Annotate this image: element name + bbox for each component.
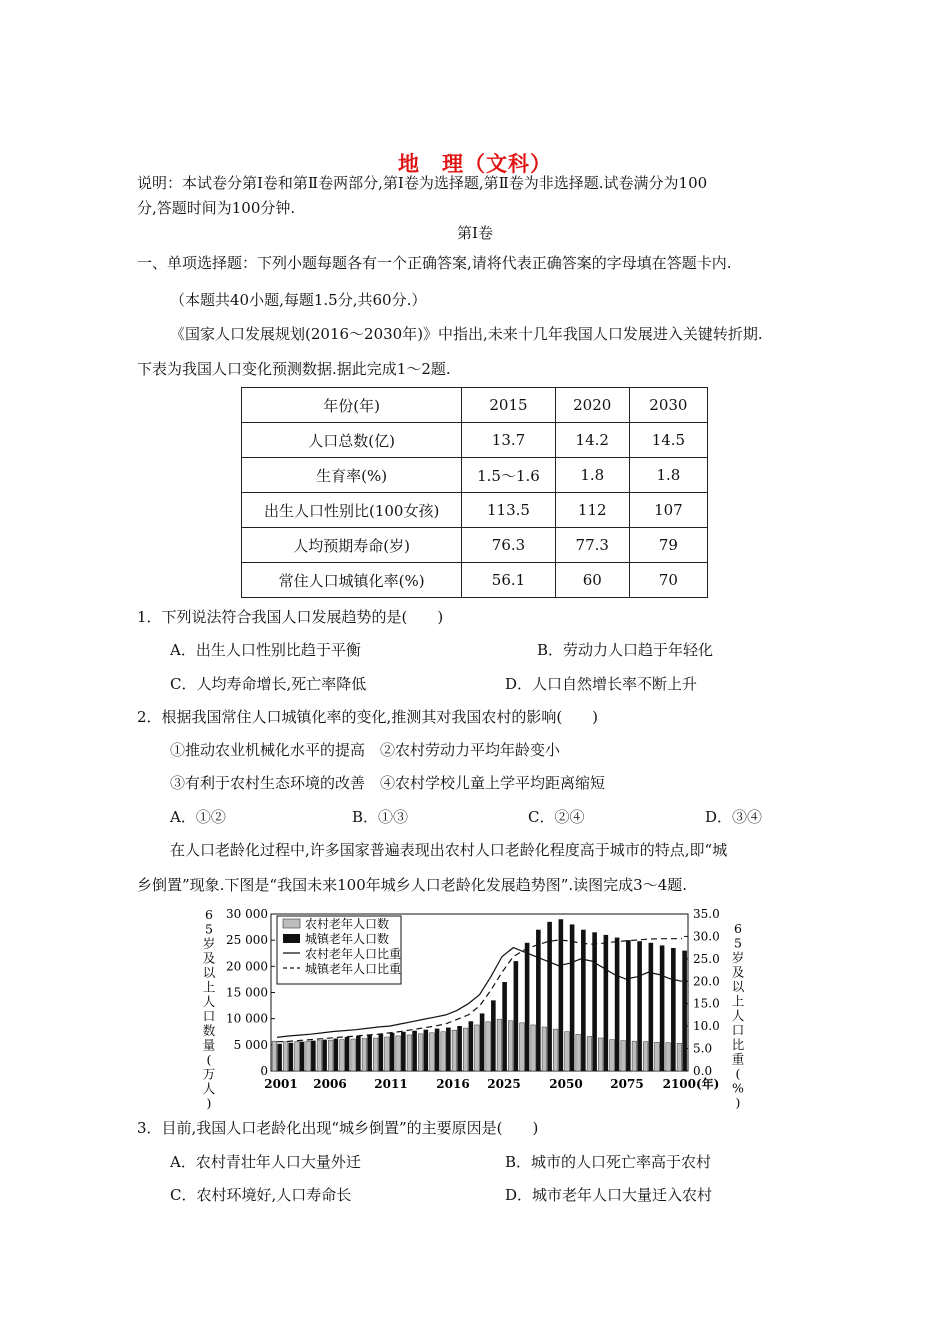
section-title: 第Ⅰ卷 xyxy=(457,224,493,242)
table-cell: 107 xyxy=(629,493,707,528)
table-cell: 常住人口城镇化率(%) xyxy=(242,563,462,598)
rural-elderly-bar xyxy=(283,1042,288,1071)
right-tick-label: 15.0 xyxy=(693,996,720,1011)
urban-elderly-bar xyxy=(457,1026,462,1071)
urban-elderly-bar xyxy=(367,1035,372,1071)
table-row xyxy=(242,563,708,598)
rural-elderly-bar xyxy=(520,1023,525,1071)
q2-stem: 2．根据我国常住人口城镇化率的变化,推测其对我国农村的影响( ) xyxy=(137,708,599,726)
rural-elderly-bar xyxy=(621,1041,626,1071)
table-row xyxy=(242,493,708,528)
right-tick-label: 35.0 xyxy=(693,907,720,921)
q3-option-b[interactable]: B．城市的人口死亡率高于农村 xyxy=(505,1153,712,1171)
x-tick-label: 2050 xyxy=(549,1077,583,1091)
rural-elderly-bar xyxy=(576,1034,581,1071)
urban-elderly-bar xyxy=(525,943,530,1071)
right-tick-label: 5.0 xyxy=(693,1041,713,1056)
rural-elderly-bar xyxy=(486,1022,491,1071)
left-axis-label: 6 5 岁及以上人口数量(万人) xyxy=(202,907,216,1111)
legend-label: 城镇老年人口比重 xyxy=(305,962,402,976)
rural-elderly-bar xyxy=(351,1039,356,1071)
rural-elderly-bar xyxy=(508,1021,513,1071)
q2-statements-2: ③有利于农村生态环境的改善 ④农村学校儿童上学平均距离缩短 xyxy=(170,774,606,792)
right-tick-label: 10.0 xyxy=(693,1019,720,1034)
table-header-cell: 2020 xyxy=(555,388,629,423)
urban-elderly-bar xyxy=(277,1044,282,1071)
urban-elderly-bar xyxy=(356,1036,361,1071)
urban-elderly-bar xyxy=(300,1042,305,1071)
right-axis-label: 6 5 岁及以上人口比重( % ) xyxy=(731,921,745,1110)
left-tick-label: 30 000 xyxy=(226,907,268,921)
passage2-line-1: 在人口老龄化过程中,许多国家普遍表现出农村人口老龄化程度高于城市的特点,即“城 xyxy=(170,841,728,859)
table-row xyxy=(242,458,708,493)
q1-stem: 1．下列说法符合我国人口发展趋势的是( ) xyxy=(137,608,444,626)
table-cell: 人均预期寿命(岁) xyxy=(242,528,462,563)
urban-elderly-bar xyxy=(514,961,519,1071)
x-tick-label: 2001 xyxy=(264,1077,298,1091)
table-cell: 1.5～1.6 xyxy=(462,458,555,493)
urban-elderly-bar xyxy=(379,1034,384,1071)
table-cell: 113.5 xyxy=(462,493,555,528)
rural-elderly-bar xyxy=(317,1041,322,1071)
rural-elderly-bar xyxy=(553,1029,558,1071)
left-tick-label: 0 xyxy=(260,1064,268,1078)
q3-option-d[interactable]: D．城市老年人口大量迁入农村 xyxy=(505,1186,713,1204)
urban-elderly-bar xyxy=(480,1013,485,1071)
intro-line-1: 说明：本试卷分第Ⅰ卷和第Ⅱ卷两部分,第Ⅰ卷为选择题,第Ⅱ卷为非选择题.试卷满分为100 xyxy=(137,174,708,192)
table-cell: 14.2 xyxy=(555,423,629,458)
urban-elderly-bar xyxy=(581,930,586,1071)
rural-elderly-bar xyxy=(340,1040,345,1071)
rural-elderly-bar xyxy=(475,1025,480,1071)
q1-option-b[interactable]: B．劳动力人口趋于年轻化 xyxy=(537,641,714,659)
rural-elderly-bar xyxy=(441,1032,446,1071)
urban-elderly-bar xyxy=(592,932,597,1071)
rural-elderly-bar xyxy=(542,1027,547,1071)
urban-elderly-bar xyxy=(547,922,552,1071)
urban-elderly-bar xyxy=(446,1028,451,1071)
legend-label: 城镇老年人口数 xyxy=(305,932,390,946)
rural-elderly-bar xyxy=(295,1042,300,1071)
table-header-cell: 2015 xyxy=(462,388,555,423)
table-header-row xyxy=(242,388,708,423)
table-cell: 70 xyxy=(629,563,707,598)
table-cell: 77.3 xyxy=(555,528,629,563)
part1-note: （本题共40小题,每题1.5分,共60分.） xyxy=(170,291,427,309)
rural-elderly-bar xyxy=(587,1036,592,1071)
rural-elderly-bar xyxy=(362,1039,367,1071)
x-tick-label: 2016 xyxy=(436,1077,470,1091)
x-tick-label: 2006 xyxy=(313,1077,347,1091)
urban-elderly-bar xyxy=(401,1032,406,1071)
left-tick-label: 20 000 xyxy=(226,959,268,974)
q3-option-c[interactable]: C．农村环境好,人口寿命长 xyxy=(170,1186,352,1204)
rural-elderly-bar xyxy=(306,1041,311,1071)
urban-elderly-bar xyxy=(322,1040,327,1071)
rural-elderly-bar xyxy=(328,1040,333,1071)
urban-elderly-bar xyxy=(671,948,676,1071)
rural-elderly-bar xyxy=(666,1043,671,1071)
q2-option-b[interactable]: B．①③ xyxy=(352,808,409,826)
rural-elderly-bar xyxy=(531,1025,536,1071)
rural-elderly-bar xyxy=(565,1032,570,1071)
urban-elderly-bar xyxy=(469,1021,474,1071)
urban-elderly-bar xyxy=(660,945,665,1071)
table-cell: 生育率(%) xyxy=(242,458,462,493)
urban-elderly-bar xyxy=(345,1037,350,1071)
rural-elderly-bar xyxy=(385,1037,390,1071)
rural-elderly-bar xyxy=(632,1041,637,1071)
passage1-line-2: 下表为我国人口变化预测数据.据此完成1～2题. xyxy=(137,360,451,378)
rural-elderly-bar xyxy=(677,1043,682,1071)
table-cell: 1.8 xyxy=(629,458,707,493)
table-cell: 出生人口性别比(100女孩) xyxy=(242,493,462,528)
urban-elderly-bar xyxy=(536,930,541,1071)
right-tick-label: 20.0 xyxy=(693,974,720,989)
left-tick-label: 15 000 xyxy=(226,985,268,1000)
q1-option-d[interactable]: D．人口自然增长率不断上升 xyxy=(505,675,698,693)
legend-swatch-urban xyxy=(283,934,300,943)
left-tick-label: 10 000 xyxy=(226,1011,268,1026)
rural-elderly-bar xyxy=(407,1035,412,1071)
legend-label: 农村老年人口数 xyxy=(305,917,390,931)
table-cell: 112 xyxy=(555,493,629,528)
x-tick-label: 2075 xyxy=(610,1077,644,1091)
q2-statements-1: ①推动农业机械化水平的提高 ②农村劳动力平均年龄变小 xyxy=(170,741,561,759)
rural-elderly-bar xyxy=(643,1042,648,1071)
rural-elderly-bar xyxy=(418,1034,423,1071)
legend-label: 农村老年人口比重 xyxy=(305,947,402,961)
right-tick-label: 25.0 xyxy=(693,951,720,966)
urban-elderly-bar xyxy=(435,1029,440,1071)
q1-option-a[interactable]: A．出生人口性别比趋于平衡 xyxy=(170,641,361,659)
urban-elderly-bar xyxy=(424,1030,429,1071)
intro-line-2: 分,答题时间为100分钟. xyxy=(137,199,296,217)
rural-elderly-bar xyxy=(373,1038,378,1071)
urban-elderly-bar xyxy=(626,940,631,1071)
aging-trend-chart xyxy=(195,903,760,1111)
urban-elderly-bar xyxy=(604,935,609,1071)
urban-elderly-bar xyxy=(637,941,642,1071)
table-header-cell: 年份(年) xyxy=(242,388,462,423)
q2-option-d[interactable]: D．③④ xyxy=(705,808,763,826)
table-header-cell: 2030 xyxy=(629,388,707,423)
rural-elderly-bar xyxy=(598,1038,603,1071)
table-cell: 1.8 xyxy=(555,458,629,493)
rural-elderly-bar xyxy=(272,1041,277,1071)
rural-elderly-bar xyxy=(497,1019,502,1071)
table-cell: 79 xyxy=(629,528,707,563)
rural-elderly-bar xyxy=(655,1042,660,1071)
q3-option-a[interactable]: A．农村青壮年人口大量外迁 xyxy=(170,1153,361,1171)
urban-elderly-bar xyxy=(311,1041,316,1071)
urban-elderly-bar xyxy=(334,1039,339,1071)
urban-elderly-bar xyxy=(559,919,564,1071)
table-cell: 76.3 xyxy=(462,528,555,563)
q1-option-c[interactable]: C．人均寿命增长,死亡率降低 xyxy=(170,675,367,693)
page-title: 地 理（文科） xyxy=(398,152,552,176)
urban-elderly-bar xyxy=(615,938,620,1071)
q3-stem: 3．目前,我国人口老龄化出现“城乡倒置”的主要原因是( ) xyxy=(137,1119,539,1137)
right-tick-label: 0.0 xyxy=(693,1064,713,1078)
rural-elderly-bar xyxy=(452,1030,457,1071)
left-tick-label: 5 000 xyxy=(233,1037,268,1052)
x-tick-label: 2100(年) xyxy=(662,1077,720,1091)
urban-elderly-bar xyxy=(491,1000,496,1071)
legend-swatch-rural xyxy=(283,919,300,928)
urban-elderly-bar xyxy=(412,1031,417,1071)
left-tick-label: 25 000 xyxy=(226,933,268,948)
rural-elderly-bar xyxy=(610,1040,615,1071)
table-cell: 13.7 xyxy=(462,423,555,458)
part1-heading: 一、单项选择题：下列小题每题各有一个正确答案,请将代表正确答案的字母填在答题卡内. xyxy=(137,254,732,272)
population-table xyxy=(241,387,708,598)
urban-elderly-bar xyxy=(502,982,507,1071)
q2-option-a[interactable]: A．①② xyxy=(170,808,226,826)
right-tick-label: 30.0 xyxy=(693,929,720,944)
urban-elderly-bar xyxy=(682,951,687,1071)
table-row xyxy=(242,423,708,458)
passage2-line-2: 乡倒置”现象.下图是“我国未来100年城乡人口老龄化发展趋势图”.读图完成3～4题. xyxy=(137,876,688,894)
urban-elderly-bar xyxy=(390,1033,395,1071)
x-tick-label: 2025 xyxy=(487,1077,521,1091)
table-cell: 人口总数(亿) xyxy=(242,423,462,458)
q2-option-c[interactable]: C．②④ xyxy=(528,808,585,826)
passage1-line-1: 《国家人口发展规划(2016～2030年)》中指出,未来十几年我国人口发展进入关键转折期. xyxy=(170,325,763,343)
x-tick-label: 2011 xyxy=(374,1077,408,1091)
rural-elderly-bar xyxy=(463,1028,468,1071)
rural-elderly-bar xyxy=(430,1033,435,1071)
table-cell: 14.5 xyxy=(629,423,707,458)
urban-elderly-bar xyxy=(570,924,575,1071)
urban-elderly-bar xyxy=(649,943,654,1071)
rural-elderly-bar xyxy=(396,1036,401,1071)
urban-elderly-bar xyxy=(289,1043,294,1071)
table-cell: 60 xyxy=(555,563,629,598)
table-row xyxy=(242,528,708,563)
table-cell: 56.1 xyxy=(462,563,555,598)
